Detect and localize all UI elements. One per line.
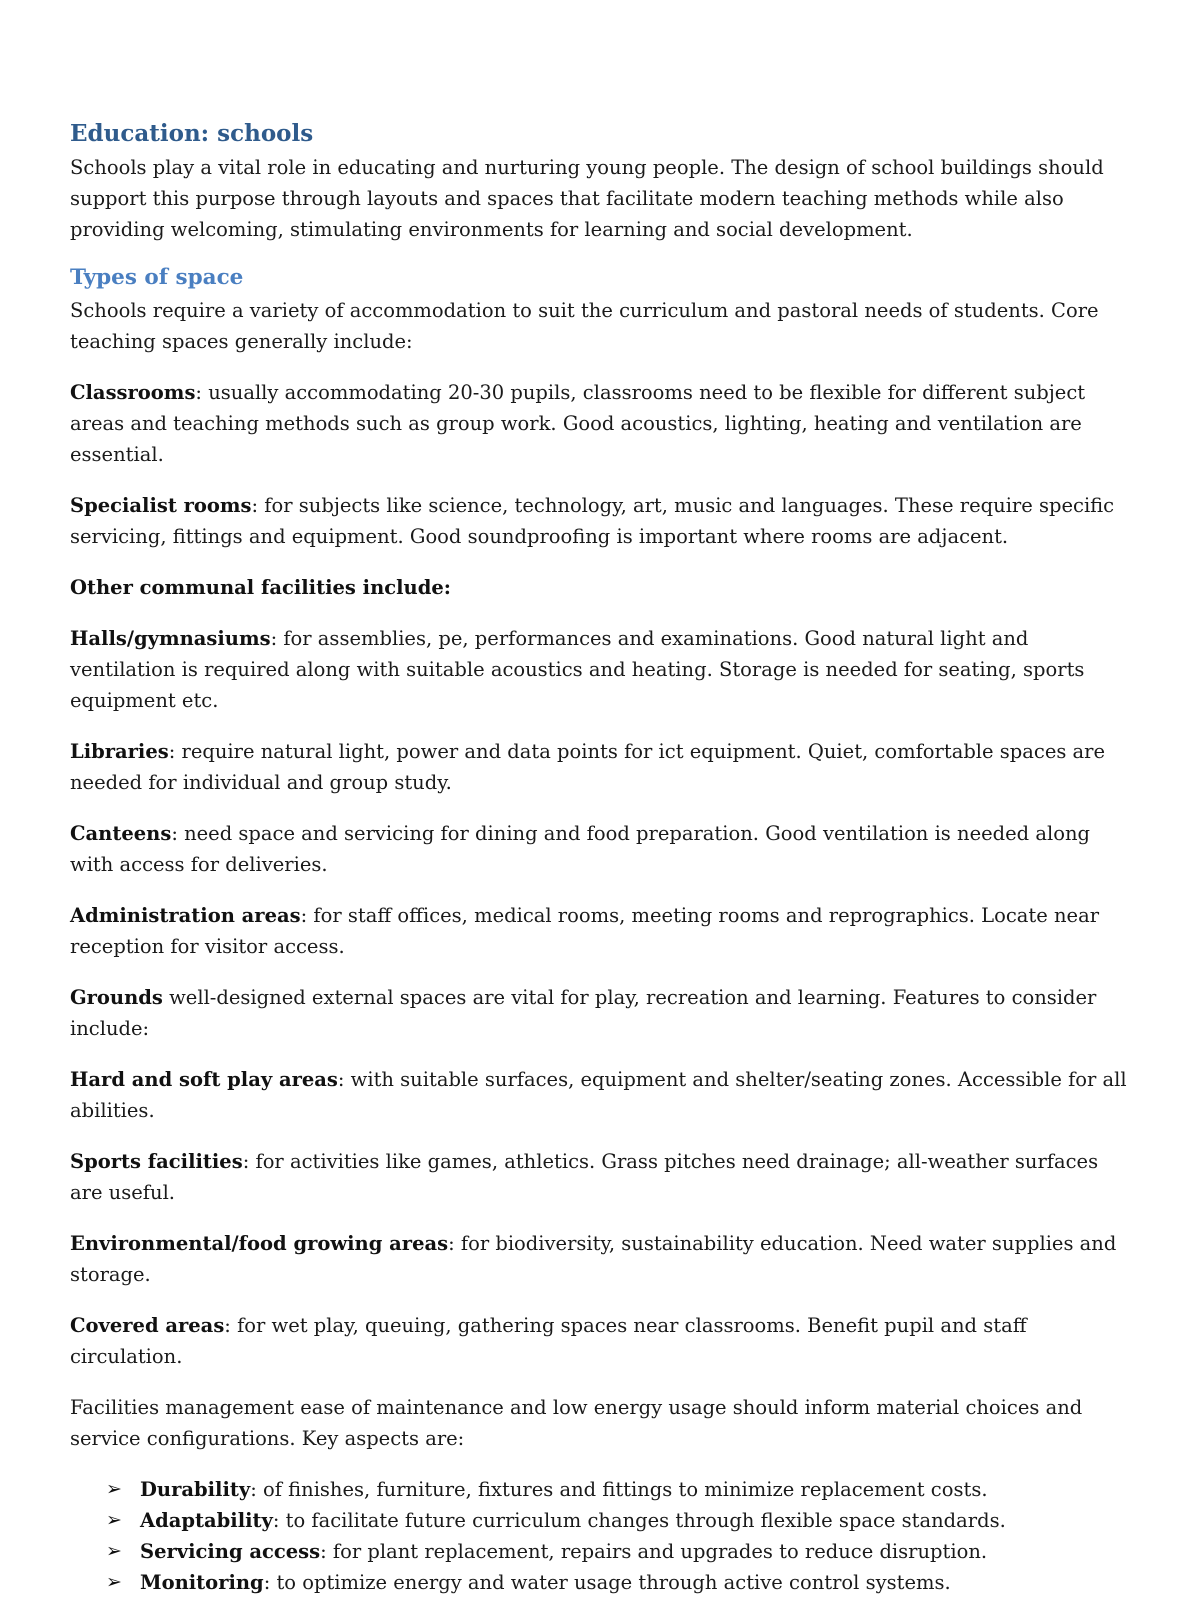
communal-space-term: Administration areas bbox=[70, 904, 301, 927]
communal-space-text: : for assemblies, pe, performances and examinations. Good natural light and ventilation is required along with suitable acoustics and heating. Storage is needed for seating, sports equipment etc. bbox=[70, 627, 1085, 712]
communal-space-term: Covered areas bbox=[70, 1314, 225, 1337]
arrow-bullet-icon: ➢ bbox=[106, 1478, 122, 1500]
facilities-management-paragraph: Facilities management ease of maintenance and low energy usage should inform material choices and service configurations. Key aspects are: bbox=[70, 1396, 1083, 1450]
communal-space-item bbox=[70, 1228, 1132, 1290]
communal-space-item bbox=[70, 818, 1132, 880]
list-item bbox=[70, 1505, 1132, 1536]
core-space-term: Specialist rooms bbox=[70, 494, 252, 517]
list-item bbox=[70, 1536, 1132, 1567]
communal-space-text: : with suitable surfaces, equipment and shelter/seating zones. Accessible for all abilities. bbox=[70, 1068, 1127, 1122]
communal-space-item bbox=[70, 736, 1132, 798]
core-space-item bbox=[70, 377, 1132, 470]
communal-space-item bbox=[70, 623, 1132, 716]
arrow-bullet-icon: ➢ bbox=[106, 1571, 122, 1593]
communal-space-text: : need space and servicing for dining and food preparation. Good ventilation is needed along with access for deliveries. bbox=[70, 822, 1090, 876]
communal-space-term: Libraries bbox=[70, 740, 169, 763]
communal-space-text: : for biodiversity, sustainability education. Need water supplies and storage. bbox=[70, 1232, 1117, 1286]
communal-space-term: Environmental/food growing areas bbox=[70, 1232, 449, 1255]
intro-paragraph: Schools play a vital role in educating and nurturing young people. The design of school buildings should support this purpose through layouts and spaces that facilitate modern teaching methods while also providing welcoming, stimulating environments for learning and social development. bbox=[70, 156, 1104, 241]
communal-space-text: : require natural light, power and data points for ict equipment. Quiet, comfortable spaces are needed for individual and group study. bbox=[70, 740, 1106, 794]
communal-space-item bbox=[70, 1064, 1132, 1126]
key-aspects-list bbox=[70, 1474, 1132, 1598]
communal-space-text: : for staff offices, medical rooms, meeting rooms and reprographics. Locate near reception for visitor access. bbox=[70, 904, 1100, 958]
communal-heading-text: Other communal facilities include: bbox=[70, 576, 451, 599]
document-page bbox=[70, 116, 1132, 1598]
core-space-term: Classrooms bbox=[70, 381, 196, 404]
communal-space-item bbox=[70, 1310, 1132, 1372]
communal-space-text: well-designed external spaces are vital for play, recreation and learning. Features to consider include: bbox=[70, 986, 1097, 1040]
communal-space-term: Sports facilities bbox=[70, 1150, 243, 1173]
communal-space-term: Halls/gymnasiums bbox=[70, 627, 271, 650]
communal-space-item bbox=[70, 982, 1132, 1044]
core-space-item bbox=[70, 490, 1132, 552]
section-heading: Types of space bbox=[70, 265, 244, 290]
section-intro-paragraph: Schools require a variety of accommodation to suit the curriculum and pastoral needs of students. Core teaching spaces generally include: bbox=[70, 299, 1099, 353]
core-space-text: : usually accommodating 20-30 pupils, classrooms need to be flexible for different subject areas and teaching methods such as group work. Good acoustics, lighting, heating and ventilation are essential. bbox=[70, 381, 1086, 466]
key-aspect-text: : to facilitate future curriculum changes through flexible space standards. bbox=[272, 1509, 1006, 1532]
key-aspect-term: Monitoring bbox=[140, 1571, 264, 1594]
arrow-bullet-icon: ➢ bbox=[106, 1540, 122, 1562]
communal-space-item bbox=[70, 1146, 1132, 1208]
key-aspect-text: : for plant replacement, repairs and upgrades to reduce disruption. bbox=[320, 1540, 988, 1563]
key-aspect-term: Adaptability bbox=[140, 1509, 273, 1532]
communal-space-term: Canteens bbox=[70, 822, 172, 845]
key-aspect-term: Durability bbox=[140, 1478, 251, 1501]
key-aspect-term: Servicing access bbox=[140, 1540, 321, 1563]
list-item bbox=[70, 1567, 1132, 1598]
arrow-bullet-icon: ➢ bbox=[106, 1509, 122, 1531]
communal-space-item bbox=[70, 900, 1132, 962]
document-title: Education: schools bbox=[70, 120, 314, 147]
key-aspect-text: : of finishes, furniture, fixtures and fittings to minimize replacement costs. bbox=[250, 1478, 988, 1501]
communal-space-text: : for wet play, queuing, gathering spaces near classrooms. Benefit pupil and staff circulation. bbox=[70, 1314, 1027, 1368]
communal-heading bbox=[70, 572, 1132, 603]
communal-space-term: Hard and soft play areas bbox=[70, 1068, 338, 1091]
key-aspect-text: : to optimize energy and water usage through active control systems. bbox=[263, 1571, 951, 1594]
list-item bbox=[70, 1474, 1132, 1505]
communal-space-term: Grounds bbox=[70, 986, 163, 1009]
core-space-text: : for subjects like science, technology, art, music and languages. These require specific servicing, fittings and equipment. Good soundproofing is important where rooms are adjacent. bbox=[70, 494, 1115, 548]
communal-space-text: : for activities like games, athletics. Grass pitches need drainage; all-weather surfaces are useful. bbox=[70, 1150, 1099, 1204]
